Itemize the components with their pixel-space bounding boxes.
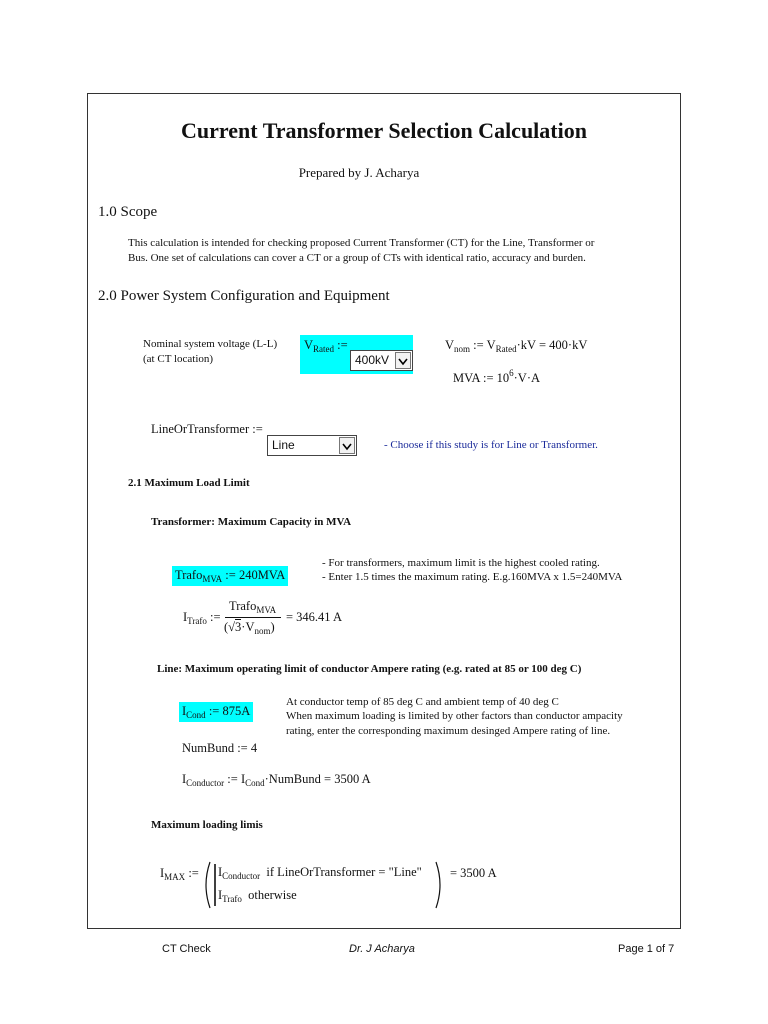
trafo-note-1: - For transformers, maximum limit is the highest cooled rating. <box>322 557 600 569</box>
footer-page-number: Page 1 of 7 <box>618 943 675 955</box>
sqrt-icon: √ <box>228 620 236 634</box>
imax-sub: MAX <box>164 872 186 882</box>
vnom-assign: := <box>473 338 484 352</box>
fraction-bar <box>225 617 281 618</box>
vnom-rhs-rest: ·kV = 400·kV <box>516 338 588 352</box>
scope-paragraph-line-2: Bus. One set of calculations can cover a CT or a group of CTs with identical ratio, accuracy and burden. <box>128 252 586 264</box>
config-heading: 2.0 Power System Configuration and Equipment <box>98 288 390 304</box>
max-loading-heading: Maximum loading limis <box>151 819 263 831</box>
iconductor-rhs-rest: ·NumBund = 3500 A <box>264 772 371 786</box>
case2-condition: otherwise <box>248 888 297 902</box>
vrated-sub: Rated <box>313 344 335 354</box>
mva-exponent: 6 <box>509 368 514 378</box>
frac-num-var: Trafo <box>229 599 257 613</box>
imax-assign: := <box>188 866 199 880</box>
imax-case-2 <box>218 888 297 904</box>
trafo-mva-value: := 240MVA <box>222 568 286 582</box>
icond-value: := 875A <box>205 704 251 718</box>
footer-left: CT Check <box>162 943 211 955</box>
iconductor-var: I <box>182 772 187 786</box>
vnom-rhs-var: V <box>486 338 496 352</box>
vrated-assign: := <box>337 338 348 352</box>
frac-den-v: ·V <box>241 620 255 634</box>
trafo-heading: Transformer: Maximum Capacity in MVA <box>151 516 352 528</box>
itrafo-fraction-denominator: $(√3\cdot V_{nom})$ <box>224 620 275 636</box>
frac-num-sub: MVA <box>256 605 277 615</box>
case2-var: I <box>218 888 223 902</box>
frac-den-sub: nom <box>254 626 271 636</box>
icond-sub: Cond <box>186 710 206 720</box>
trafo-mva-var: Trafo <box>175 568 203 582</box>
itrafo-lhs <box>183 610 221 626</box>
iconductor-rhs-var: I <box>240 772 246 786</box>
case1-sub: Conductor <box>222 871 261 881</box>
vrated-label <box>304 338 348 354</box>
cond-note-1: At conductor temp of 85 deg C and ambient temp of 40 deg C <box>286 696 559 708</box>
imax-var: I <box>160 866 165 880</box>
document-title: Current Transformer Selection Calculation <box>181 118 587 143</box>
load-limit-heading: 2.1 Maximum Load Limit <box>128 477 250 489</box>
chevron-down-icon[interactable] <box>339 437 355 454</box>
frac-den-value: 3 <box>235 620 242 634</box>
scope-paragraph-line-1: This calculation is intended for checking proposed Current Transformer (CT) for the Line, Transformer or <box>128 237 595 249</box>
case1-var: I <box>218 865 223 879</box>
vrated-var: V <box>304 338 314 352</box>
cond-note-2: When maximum loading is limited by other factors than conductor ampacity <box>286 710 623 722</box>
vnom-equation <box>445 338 587 354</box>
footer-center: Dr. J Acharya <box>349 943 415 955</box>
line-or-trafo-note: - Choose if this study is for Line or Transformer. <box>384 439 598 451</box>
icond-var: I <box>182 704 187 718</box>
page-frame <box>87 93 681 929</box>
case2-sub: Trafo <box>222 894 242 904</box>
cond-note-3: rating, enter the corresponding maximum desinged Ampere rating of line. <box>286 725 611 737</box>
vrated-select[interactable] <box>350 350 413 371</box>
voltage-label-line-1: Nominal system voltage (L-L) <box>143 338 278 350</box>
itrafo-fraction-numerator <box>229 599 276 615</box>
vnom-var: V <box>445 338 455 352</box>
chevron-down-icon[interactable] <box>395 352 411 369</box>
trafo-mva-input[interactable] <box>172 566 288 586</box>
trafo-mva-sub: MVA <box>202 574 223 584</box>
line-or-trafo-label: LineOrTransformer := <box>151 422 263 436</box>
author-line: Prepared by J. Acharya <box>298 165 420 180</box>
imax-result: = 3500 A <box>450 866 497 880</box>
left-paren-icon <box>200 860 223 910</box>
itrafo-result: = 346.41 A <box>286 610 343 624</box>
itrafo-sub: Trafo <box>187 616 207 626</box>
scope-heading: 1.0 Scope <box>98 204 158 220</box>
mva-rhs: ·V·A <box>513 371 541 385</box>
vnom-rhs-sub: Rated <box>495 344 517 354</box>
icond-input[interactable] <box>179 702 253 722</box>
voltage-label-line-2: (at CT location) <box>143 353 214 365</box>
line-or-trafo-select[interactable] <box>267 435 357 456</box>
vrated-select-value: 400kV <box>355 353 390 367</box>
line-heading: Line: Maximum operating limit of conductor Ampere rating (e.g. rated at 85 or 100 deg C) <box>157 663 582 675</box>
line-or-trafo-select-value: Line <box>272 438 295 452</box>
iconductor-sub: Conductor <box>186 778 225 788</box>
imax-case-1 <box>218 865 422 881</box>
iconductor-assign: := <box>227 772 238 786</box>
imax-lhs <box>160 866 199 882</box>
vnom-sub: nom <box>454 344 471 354</box>
iconductor-rhs-sub: Cond <box>245 778 265 788</box>
iconductor-equation <box>182 772 371 788</box>
trafo-note-2: - Enter 1.5 times the maximum rating. E.g.160MVA x 1.5=240MVA <box>322 571 623 583</box>
itrafo-assign: := <box>209 610 221 624</box>
case1-condition: if LineOrTransformer = "Line" <box>266 865 422 879</box>
mva-equation <box>453 368 540 386</box>
mva-lhs: MVA := 10 <box>453 371 510 385</box>
right-paren-icon <box>432 860 446 910</box>
numbund-equation: NumBund := 4 <box>182 741 258 755</box>
itrafo-var: I <box>183 610 188 624</box>
